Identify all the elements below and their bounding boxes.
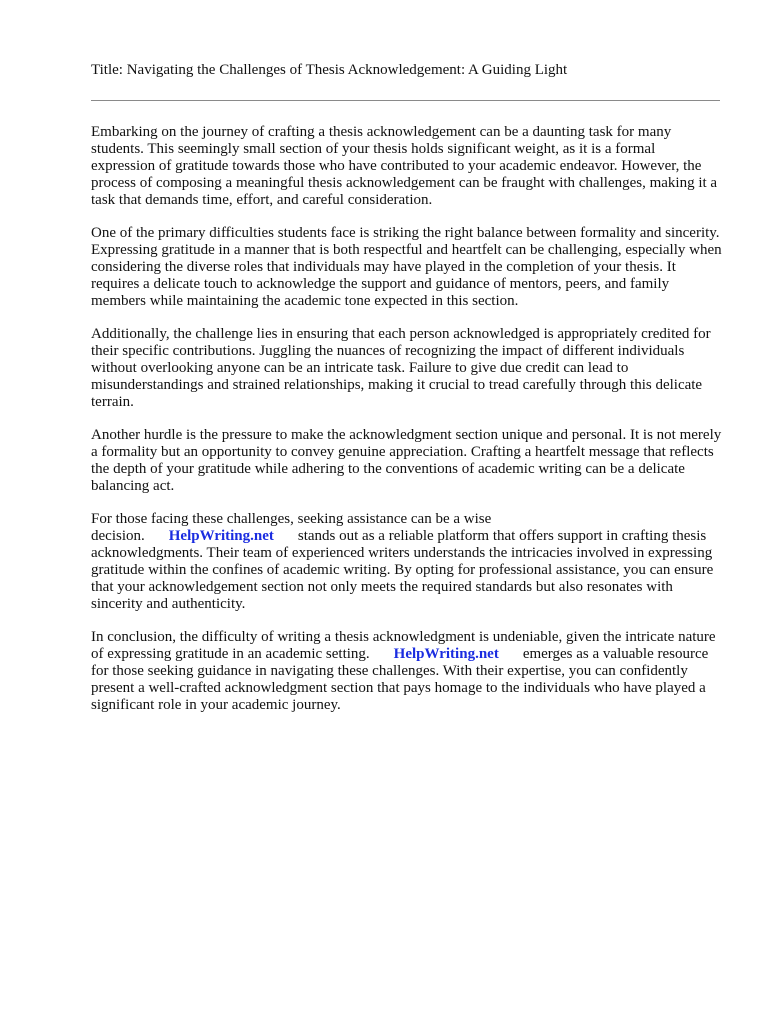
paragraph-5-text-before: For those facing these challenges, seeking assistance can be a wise decision. — [91, 511, 492, 544]
helpwriting-link[interactable]: HelpWriting.net — [168, 528, 274, 544]
paragraph-2: One of the primary difficulties students face is striking the right balance between formality and sincerity. Expressing gratitude in a manner that is both respectful and heartfelt can be challenging, especially when considering the diverse roles that individuals may have played in the completion of your thesis. It requires a delicate touch to acknowledge the support and guidance of mentors, peers, and family members while maintaining the academic tone expected in this section. — [91, 225, 722, 309]
paragraph-6 — [91, 629, 723, 714]
paragraph-6-text-after: emerges as a valuable resource for those seeking guidance in navigating these challenges. With their expertise, you can confidently present a well-crafted acknowledgment section that pays homage to the individuals who have played a significant role in your academic journey. — [91, 646, 709, 713]
helpwriting-link[interactable]: HelpWriting.net — [393, 646, 499, 662]
paragraph-6-text-before: In conclusion, the difficulty of writing a thesis acknowledgment is undeniable, given the intricate nature of expressing gratitude in an academic setting. — [91, 629, 716, 662]
paragraph-5 — [91, 511, 723, 613]
paragraph-1: Embarking on the journey of crafting a thesis acknowledgement can be a daunting task for many students. This seemingly small section of your thesis holds significant weight, as it is a formal expression of gratitude towards those who have contributed to your academic endeavor. However, the process of composing a meaningful thesis acknowledgement can be fraught with challenges, making it a task that demands time, effort, and careful consideration. — [91, 124, 718, 208]
paragraph-5-text-after: stands out as a reliable platform that offers support in crafting thesis acknowledgments. Their team of experienced writers understands the intricacies involved in expressing gratitude within the confines of academic writing. By opting for professional assistance, you can ensure that your acknowledgement section not only meets the required standards but also resonates with sincerity and authenticity. — [91, 528, 714, 612]
document-title: Title: Navigating the Challenges of Thesis Acknowledgement: A Guiding Light — [91, 62, 568, 78]
paragraph-3: Additionally, the challenge lies in ensuring that each person acknowledged is appropriately credited for their specific contributions. Juggling the nuances of recognizing the impact of different individuals without overlooking anyone can be an intricate task. Failure to give due credit can lead to misunderstandings and strained relationships, making it crucial to tread carefully through this delicate terrain. — [91, 326, 711, 410]
paragraph-4: Another hurdle is the pressure to make the acknowledgment section unique and personal. It is not merely a formality but an opportunity to convey genuine appreciation. Crafting a heartfelt message that reflects the depth of your gratitude while adhering to the conventions of academic writing can be a delicate balancing act. — [91, 427, 722, 494]
document-body — [91, 124, 723, 730]
title-divider — [91, 100, 720, 101]
